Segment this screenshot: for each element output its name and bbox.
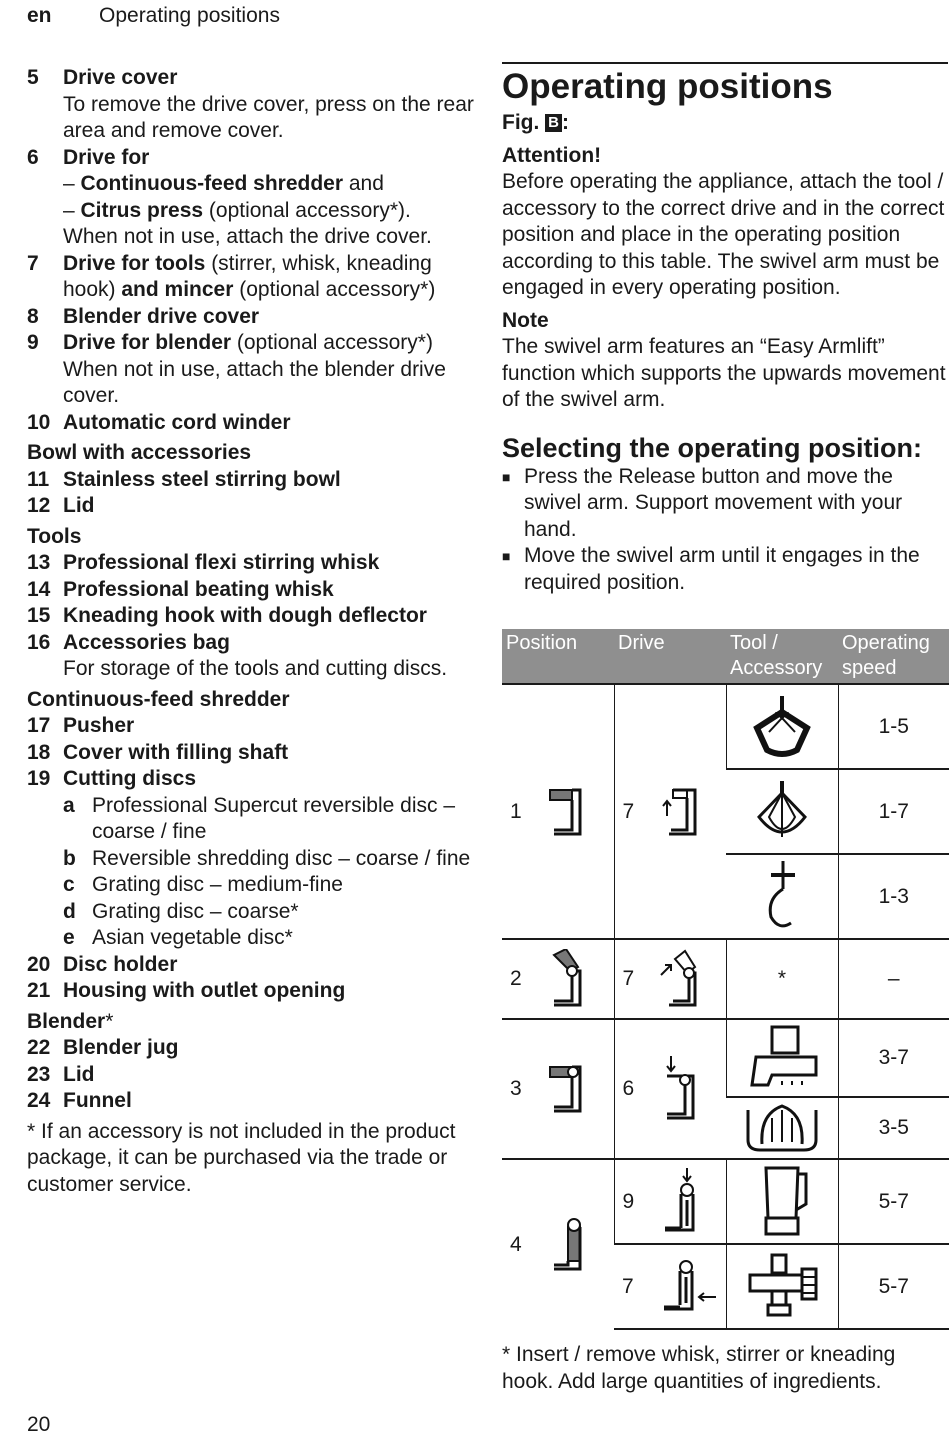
tool-cell <box>726 1097 838 1159</box>
speed-cell: 3-5 <box>838 1097 949 1159</box>
right-column <box>502 62 948 596</box>
list-item <box>27 467 479 494</box>
footnote: * If an accessory is not included in the product package, it can be purchased via the trade or customer service. <box>27 1119 456 1196</box>
list-item <box>27 330 479 410</box>
item-text: (stirrer, whisk, kneading hook) <box>63 251 432 301</box>
bullet-text: Move the swivel arm until it engages in the required position. <box>524 544 920 594</box>
figure-letter-badge: B <box>545 114 562 132</box>
left-column <box>27 65 479 1198</box>
drive-number: 6 <box>622 1077 635 1100</box>
drive-cell <box>614 684 726 939</box>
item-number: 17 <box>27 714 51 737</box>
blender-jug-icon <box>752 1164 812 1240</box>
flexi-whisk-icon <box>747 692 817 762</box>
disc-item <box>27 846 479 873</box>
bullet-item <box>502 464 948 544</box>
item-number: 10 <box>27 410 51 434</box>
item-line <box>63 171 479 198</box>
header-title: Operating positions <box>99 4 280 27</box>
figure-label: Fig. <box>502 111 540 134</box>
citrus-press-icon <box>742 1100 822 1156</box>
item-line <box>63 198 479 225</box>
disc-text: Professional Supercut reversible disc – coarse / fine <box>92 793 456 843</box>
item-text: (optional accessory*) <box>233 278 436 301</box>
list-item <box>27 713 479 740</box>
page-header <box>27 4 280 28</box>
table-header-row <box>502 629 949 684</box>
table-row <box>502 1019 949 1097</box>
disc-text: Grating disc – medium-fine <box>92 873 343 896</box>
tool-cell <box>726 1019 838 1097</box>
tool-cell: * <box>726 939 838 1019</box>
item-number: 20 <box>27 952 51 976</box>
item-title: Stainless steel stirring bowl <box>63 467 341 491</box>
list-item <box>27 740 479 767</box>
item-title: Citrus press <box>80 198 204 222</box>
item-title: Drive for tools <box>63 251 206 275</box>
arm-drive-top-icon <box>659 1054 703 1124</box>
list-item <box>27 766 479 793</box>
drive-cell <box>614 1019 726 1159</box>
speed-cell: 5-7 <box>838 1244 949 1329</box>
arm-drive-tilt-icon <box>659 949 703 1009</box>
speed-cell: 1-7 <box>838 769 949 854</box>
item-number: 15 <box>27 604 51 627</box>
item-title: Blender drive cover <box>63 304 260 328</box>
position-number: 3 <box>510 1077 522 1100</box>
disc-letter: e <box>63 926 75 949</box>
item-title: and mincer <box>121 278 234 301</box>
figure-colon: : <box>562 111 570 134</box>
item-number: 9 <box>27 331 39 354</box>
shredder-icon <box>742 1023 822 1093</box>
item-title: Kneading hook with dough deflector <box>63 604 427 627</box>
bullet-item <box>502 543 948 596</box>
arm-position-4-icon <box>546 1215 590 1275</box>
bullet-square-icon: ■ <box>502 468 511 485</box>
item-title: Housing with outlet opening <box>63 979 346 1002</box>
drive-cell <box>614 1244 726 1329</box>
item-number: 8 <box>27 304 39 328</box>
attention-label: Attention! <box>502 143 602 167</box>
position-cell <box>502 1019 614 1159</box>
table-row <box>502 939 949 1019</box>
item-title: Lid <box>63 1062 95 1086</box>
note-text: The swivel arm features an “Easy Armlift” function which supports the upwards movement of the swivel arm. <box>502 335 946 411</box>
disc-text: Asian vegetable disc* <box>92 926 293 949</box>
list-item <box>27 1062 479 1089</box>
disc-item <box>27 793 479 846</box>
item-title: Continuous-feed shredder <box>80 172 344 195</box>
item-number: 23 <box>27 1062 51 1086</box>
item-title: Drive for <box>63 145 150 169</box>
speed-cell: 5-7 <box>838 1159 949 1244</box>
item-number: 19 <box>27 767 51 790</box>
list-item <box>27 493 479 520</box>
disc-letter: c <box>63 873 75 896</box>
item-title: Cover with filling shaft <box>63 740 289 764</box>
item-text: For storage of the tools and cutting discs. <box>63 657 448 680</box>
item-title: Drive cover <box>63 66 178 89</box>
disc-text: Grating disc – coarse* <box>92 899 299 923</box>
position-number: 1 <box>510 799 522 823</box>
list-item <box>27 1088 479 1115</box>
dash: – <box>63 172 81 195</box>
item-text: When not in use, attach the blender drive cover. <box>63 357 446 407</box>
item-number: 6 <box>27 145 39 169</box>
position-cell <box>502 684 614 939</box>
arm-position-2-icon <box>546 949 590 1009</box>
item-title: Cutting discs <box>63 767 197 790</box>
list-item <box>27 304 479 331</box>
disc-letter: d <box>63 899 76 923</box>
page-number: 20 <box>27 1413 51 1436</box>
bullet-text: Press the Release button and move the swivel arm. Support movement with your hand. <box>524 464 903 541</box>
item-number: 22 <box>27 1036 51 1059</box>
list-item <box>27 1035 479 1062</box>
arm-drive-up-icon <box>659 786 703 838</box>
section-heading <box>27 1009 479 1036</box>
language-code: en <box>27 4 52 27</box>
section-heading: Continuous-feed shredder <box>27 687 290 711</box>
item-number: 5 <box>27 66 39 89</box>
section-heading-text: Blender <box>27 1009 106 1033</box>
position-cell <box>502 1159 614 1329</box>
subsection-title: Selecting the operating position: <box>502 432 923 463</box>
list-item <box>27 630 479 683</box>
speed-cell: – <box>838 939 949 1019</box>
item-number: 24 <box>27 1089 51 1112</box>
drive-number: 9 <box>622 1189 635 1213</box>
tool-cell <box>726 1244 838 1329</box>
item-title: Professional beating whisk <box>63 577 334 601</box>
item-title: Automatic cord winder <box>63 410 291 434</box>
drive-cell <box>614 1159 726 1244</box>
item-number: 12 <box>27 494 51 517</box>
list-item <box>27 65 479 145</box>
position-cell <box>502 939 614 1019</box>
arm-drive-front-icon <box>658 1257 718 1317</box>
section-heading: Bowl with accessories <box>27 441 252 464</box>
list-item <box>27 577 479 604</box>
drive-cell <box>614 939 726 1019</box>
list-item <box>27 410 479 437</box>
table-row <box>502 684 949 769</box>
tool-cell <box>726 684 838 769</box>
item-number: 18 <box>27 740 51 764</box>
mincer-icon <box>742 1251 822 1323</box>
item-text: When not in use, attach the drive cover. <box>63 225 432 248</box>
tool-cell <box>726 854 838 939</box>
column-header: Position <box>502 629 614 684</box>
speed-cell: 1-3 <box>838 854 949 939</box>
tool-cell <box>726 769 838 854</box>
section-heading: Tools <box>27 524 82 548</box>
speed-cell: 3-7 <box>838 1019 949 1097</box>
note-label: Note <box>502 308 549 332</box>
list-item <box>27 978 479 1005</box>
item-title: Funnel <box>63 1089 132 1112</box>
drive-number: 7 <box>622 967 635 990</box>
dash: – <box>63 198 81 222</box>
list-item <box>27 251 479 304</box>
disc-letter: a <box>63 793 75 817</box>
section-title: Operating positions <box>502 62 948 108</box>
figure-reference <box>502 110 948 137</box>
list-item <box>27 603 479 630</box>
disc-item <box>27 899 479 926</box>
operating-positions-table <box>502 629 949 1330</box>
item-text: (optional accessory*). <box>203 198 411 222</box>
item-text: and <box>343 172 384 195</box>
item-number: 11 <box>27 467 50 491</box>
item-number: 21 <box>27 979 51 1002</box>
beating-whisk-icon <box>747 777 817 847</box>
disc-item <box>27 925 479 952</box>
tool-cell <box>726 1159 838 1244</box>
item-title: Drive for blender <box>63 331 232 354</box>
item-text: To remove the drive cover, press on the rear area and remove cover. <box>63 92 474 142</box>
column-header: Tool / Accessory <box>726 629 838 684</box>
item-title: Pusher <box>63 714 135 737</box>
disc-text: Reversible shredding disc – coarse / fine <box>92 846 471 870</box>
item-title: Disc holder <box>63 952 178 976</box>
arm-position-1-icon <box>546 786 590 838</box>
list-item <box>27 550 479 577</box>
item-title: Professional flexi stirring whisk <box>63 551 380 574</box>
table-row <box>502 1159 949 1244</box>
arm-drive-top-icon <box>659 1166 703 1238</box>
disc-item <box>27 872 479 899</box>
item-number: 13 <box>27 551 51 574</box>
drive-number: 7 <box>622 1274 634 1298</box>
asterisk: * <box>105 1009 114 1033</box>
arm-position-3-icon <box>546 1063 590 1115</box>
speed-cell: 1-5 <box>838 684 949 769</box>
column-header: Drive <box>614 629 726 684</box>
item-number: 7 <box>27 251 39 275</box>
attention-text: Before operating the appliance, attach the tool / accessory to the correct drive and in the correct position and place in the operating position according to this table. The swivel arm must be engaged in every operating position. <box>502 170 945 299</box>
disc-letter: b <box>63 846 76 870</box>
position-number: 2 <box>510 967 522 990</box>
table-footnote: * Insert / remove whisk, stirrer or kneading hook. Add large quantities of ingredients. <box>502 1343 896 1393</box>
bullet-square-icon: ■ <box>502 548 511 564</box>
item-number: 14 <box>27 577 51 601</box>
list-item <box>27 952 479 979</box>
item-title: Lid <box>63 494 95 517</box>
item-number: 16 <box>27 630 51 654</box>
item-title: Accessories bag <box>63 630 230 654</box>
position-number: 4 <box>510 1232 522 1256</box>
drive-number: 7 <box>622 799 635 823</box>
item-title: Blender jug <box>63 1036 179 1059</box>
list-item <box>27 145 479 251</box>
kneading-hook-icon <box>747 859 817 935</box>
item-text: (optional accessory*) <box>231 331 433 354</box>
column-header: Operating speed <box>838 629 949 684</box>
